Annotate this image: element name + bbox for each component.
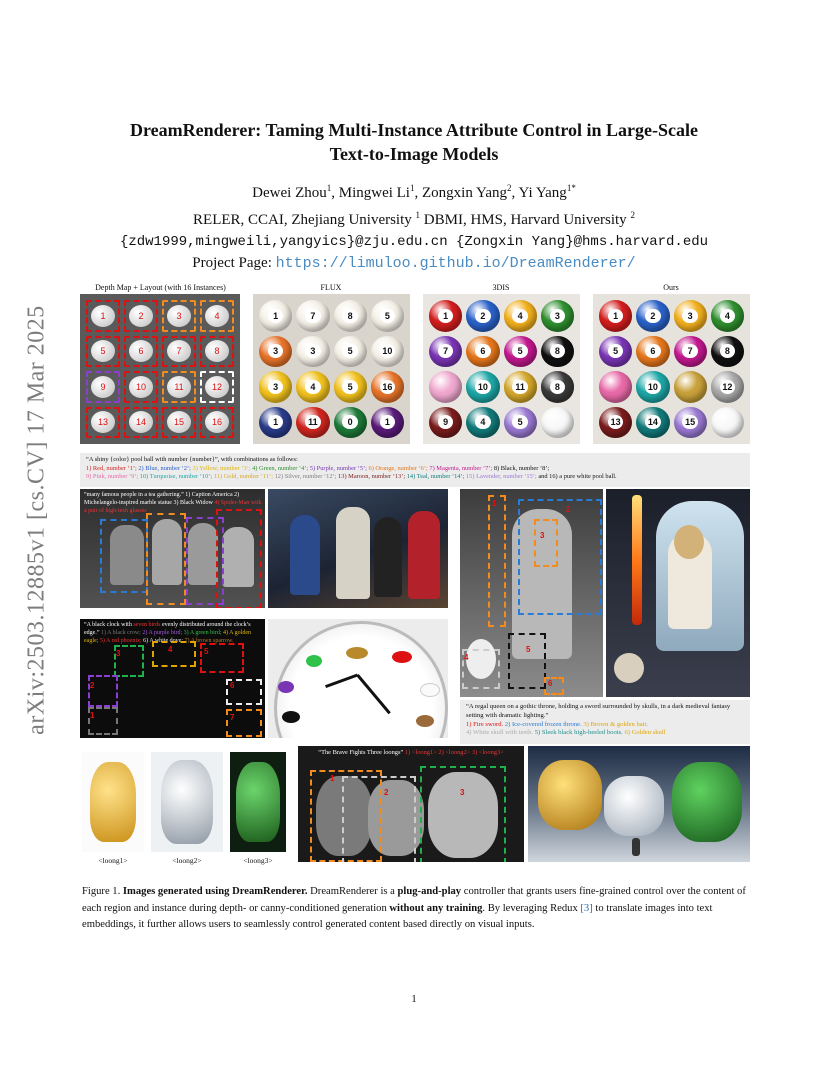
pool-ball bbox=[334, 371, 367, 403]
brown-sparrow bbox=[416, 715, 434, 727]
pool-prompt-text: “A shiny {color} pool ball with number {number}”, with combinations as follows: bbox=[86, 456, 298, 463]
author-affil-sup: 1* bbox=[566, 183, 576, 193]
pool-ball bbox=[541, 300, 574, 332]
region-number: 2 bbox=[566, 505, 571, 514]
pool-ball bbox=[371, 371, 404, 403]
region-number: 2 bbox=[384, 788, 389, 797]
spiderman-figure bbox=[408, 511, 440, 599]
pool-ball bbox=[466, 336, 499, 368]
author-affil-sup: 1 bbox=[409, 183, 415, 193]
region-number: 6 bbox=[548, 679, 553, 688]
affiliation-2: DBMI, HMS, Harvard University bbox=[420, 212, 631, 228]
pool-ball bbox=[674, 300, 707, 332]
silver-dragon bbox=[604, 776, 664, 836]
caption-bold: plug-and-play bbox=[397, 886, 462, 897]
pool-ball bbox=[711, 371, 744, 403]
depth-ball-number: 14 bbox=[129, 411, 153, 433]
depth-layout-cell bbox=[86, 371, 120, 403]
ball-number: 8 bbox=[550, 344, 565, 358]
region-number: 4 bbox=[168, 645, 173, 654]
loong-prompt-text: “The Brave Fights Three loongs” bbox=[318, 749, 404, 756]
pool-ball bbox=[636, 407, 669, 439]
label-depth-layout: Depth Map + Layout (with 16 Instances) bbox=[95, 283, 226, 292]
prompt-combination-item: 10) Turquoise, number ‘10’; bbox=[139, 473, 214, 480]
caption-text: to translate images into text embeddings, it further allows users to seamlessly control generated content based directly on visual inputs. bbox=[82, 902, 713, 930]
region-number: 3 bbox=[540, 531, 545, 540]
queen-item: 4) White skull with teeth. bbox=[466, 729, 534, 737]
skull-pile bbox=[614, 653, 644, 683]
ball-number: 11 bbox=[305, 415, 320, 429]
pool-ball bbox=[334, 336, 367, 368]
ball-number: 6 bbox=[475, 344, 490, 358]
pool-ball bbox=[636, 371, 669, 403]
pool-ball bbox=[504, 300, 537, 332]
queen-item: 6) Golden skull bbox=[622, 729, 666, 737]
prompt-combination-item: 8) Black, number ‘8’; bbox=[493, 464, 550, 472]
ball-number: 16 bbox=[380, 380, 395, 394]
ball-number bbox=[438, 380, 453, 394]
pool-ball bbox=[599, 300, 632, 332]
depth-ball-number: 4 bbox=[205, 305, 229, 327]
prompt-combination-item: 1) Red, number ‘1’; bbox=[86, 464, 139, 472]
ball-number: 3 bbox=[550, 309, 565, 323]
pool-ball bbox=[371, 336, 404, 368]
ours-pool-image bbox=[593, 294, 750, 444]
depth-ball-number: 6 bbox=[129, 340, 153, 362]
caption-bold: Images generated using DreamRenderer. bbox=[122, 886, 308, 897]
layout-box-throne bbox=[518, 499, 602, 615]
black-widow-figure bbox=[374, 517, 402, 597]
ball-number: 12 bbox=[720, 380, 735, 394]
author-affil-sup: 2 bbox=[507, 183, 512, 193]
layout-box-boots bbox=[508, 633, 546, 689]
pool-ball bbox=[599, 407, 632, 439]
purple-bird bbox=[278, 681, 294, 693]
ball-number: 9 bbox=[438, 415, 453, 429]
layout-box-bird bbox=[88, 675, 118, 707]
flux-pool-image bbox=[253, 294, 410, 444]
pool-ball bbox=[674, 336, 707, 368]
affiliation-1: RELER, CCAI, Zhejiang University bbox=[193, 212, 416, 228]
ball-number bbox=[608, 380, 623, 394]
ball-number: 13 bbox=[608, 415, 623, 429]
party-generated-image bbox=[268, 489, 448, 608]
prompt-combination-item: 5) Purple, number ‘5’; bbox=[309, 464, 369, 472]
caption-text: DreamRenderer is a bbox=[307, 886, 398, 897]
author-name: Dewei Zhou bbox=[252, 185, 327, 201]
layout-box-hair bbox=[534, 519, 558, 567]
caption-text: controller that grants users fine-grained control over the content of each region and instance during depth- or canny-conditioned generation bbox=[82, 886, 746, 914]
layout-box-loong3 bbox=[420, 766, 506, 862]
golden-dragon bbox=[538, 760, 602, 830]
clock-item: 1) A black crow; bbox=[99, 630, 141, 636]
label-3dis: 3DIS bbox=[492, 283, 510, 292]
ball-number: 5 bbox=[608, 344, 623, 358]
pool-ball bbox=[541, 407, 574, 439]
depth-layout-cell bbox=[162, 371, 196, 403]
party-prompt-item4: 4) Spider-Man with a pair of high-tech glasses bbox=[84, 500, 262, 514]
depth-layout-cell bbox=[86, 407, 120, 439]
pool-ball bbox=[296, 407, 329, 439]
green-bird bbox=[306, 655, 322, 667]
pool-ball bbox=[466, 371, 499, 403]
depth-ball-number: 7 bbox=[167, 340, 191, 362]
clock-generated-image bbox=[268, 619, 448, 738]
depth-layout-cell bbox=[124, 371, 158, 403]
loong-prompt bbox=[302, 749, 520, 756]
pool-ball bbox=[599, 336, 632, 368]
ball-number: 3 bbox=[268, 344, 283, 358]
green-dragon bbox=[236, 762, 280, 842]
region-number: 2 bbox=[90, 681, 95, 690]
prompt-combination-item: and 16) a pure white pool ball. bbox=[538, 473, 617, 480]
prompt-combination-item: 6) Orange, number ‘6’; bbox=[368, 464, 430, 472]
clock-item: 4) A golden eagle; bbox=[84, 630, 251, 644]
depth-layout-cell bbox=[86, 300, 120, 332]
ball-number: 10 bbox=[475, 380, 490, 394]
pool-prompt-items-line3 bbox=[86, 473, 744, 482]
ball-number: 4 bbox=[720, 309, 735, 323]
depth-ball-number: 2 bbox=[129, 305, 153, 327]
page-number: 1 bbox=[411, 993, 417, 1005]
ball-number: 7 bbox=[305, 309, 320, 323]
author-name: Zongxin Yang bbox=[421, 185, 507, 201]
white-dove bbox=[420, 683, 440, 697]
depth-ball-number: 1 bbox=[91, 305, 115, 327]
project-page bbox=[0, 255, 828, 272]
queen-prompt-items bbox=[466, 721, 744, 730]
depth-ball-number: 8 bbox=[205, 340, 229, 362]
pool-ball bbox=[296, 300, 329, 332]
region-number: 4 bbox=[464, 653, 469, 662]
queen-prompt-box bbox=[460, 700, 750, 744]
depth-layout-cell bbox=[200, 300, 234, 332]
ball-number: 1 bbox=[268, 415, 283, 429]
depth-ball-number: 9 bbox=[91, 376, 115, 398]
clock-item: 6) A white dove; bbox=[141, 638, 183, 644]
queen-prompt-items bbox=[466, 729, 744, 738]
project-url-link[interactable]: https://limuloo.github.io/DreamRenderer/ bbox=[275, 255, 636, 272]
captain-america-figure bbox=[290, 515, 320, 595]
clock-item: 2) A purple bird; bbox=[140, 630, 183, 636]
author-list: Dewei Zhou$^1$, Mingwei Li$^1$, Zongxin Yang$^2$, Yi Yang$^{1*}$ bbox=[252, 183, 576, 201]
golden-hair bbox=[674, 525, 704, 559]
layout-box-orange bbox=[146, 513, 186, 605]
pool-ball bbox=[259, 407, 292, 439]
loong-generated-image bbox=[528, 746, 750, 862]
ball-number: 1 bbox=[438, 309, 453, 323]
depth-layout-cell bbox=[124, 300, 158, 332]
label-ours: Ours bbox=[663, 283, 679, 292]
ball-number: 1 bbox=[268, 309, 283, 323]
depth-layout-cell bbox=[162, 300, 196, 332]
ball-number: 15 bbox=[682, 415, 697, 429]
silver-dragon bbox=[161, 760, 213, 844]
pool-ball bbox=[711, 407, 744, 439]
layout-box-red bbox=[216, 509, 262, 608]
pool-ball bbox=[504, 336, 537, 368]
loong3-image bbox=[230, 752, 286, 852]
ball-number: 5 bbox=[512, 415, 527, 429]
ball-number: 4 bbox=[475, 415, 490, 429]
depth-ball-number: 10 bbox=[129, 376, 153, 398]
pool-ball bbox=[429, 407, 462, 439]
depth-layout-cell bbox=[162, 336, 196, 368]
pool-ball bbox=[541, 336, 574, 368]
author-name: Yi Yang bbox=[518, 185, 567, 201]
clock-prompt-text: “A black clock with bbox=[84, 622, 134, 628]
red-phoenix bbox=[392, 651, 412, 663]
party-prompt-items: 1) Caption America 2) Michelangelo-inspired marble statue 3) Black bbox=[84, 492, 240, 506]
author-name: Mingwei Li bbox=[338, 185, 410, 201]
pool-prompt-items-line2 bbox=[86, 465, 744, 474]
ball-number: 1 bbox=[608, 309, 623, 323]
pool-ball bbox=[674, 371, 707, 403]
queen-item: 1) Fire sword. bbox=[466, 720, 504, 728]
depth-layout-cell bbox=[124, 336, 158, 368]
ball-number: 6 bbox=[645, 344, 660, 358]
ball-number: 8 bbox=[342, 309, 357, 323]
depth-layout-cell bbox=[86, 336, 120, 368]
layout-box-sword bbox=[488, 495, 506, 627]
loong-prompt-items: 1) <loong1> 2) <loong2> 3) <loong3> bbox=[404, 749, 504, 756]
queen-generated-image bbox=[606, 489, 750, 697]
author-affil-sup: 1 bbox=[326, 183, 332, 193]
pool-ball bbox=[504, 371, 537, 403]
ball-number: 10 bbox=[645, 380, 660, 394]
region-number: 7 bbox=[230, 713, 235, 722]
ball-number: 11 bbox=[512, 380, 527, 394]
pool-ball bbox=[429, 336, 462, 368]
ball-number: 14 bbox=[645, 415, 660, 429]
pool-ball bbox=[296, 336, 329, 368]
prompt-combination-item: 2) Blue, number ‘2’; bbox=[138, 464, 193, 472]
depth-layout-cell bbox=[200, 407, 234, 439]
party-prompt-items-cont: Widow bbox=[195, 500, 215, 506]
pool-ball bbox=[259, 371, 292, 403]
affil-sup: 2 bbox=[630, 210, 635, 220]
caption-text: . By leveraging Redux bbox=[482, 902, 581, 914]
ball-number bbox=[550, 415, 565, 429]
depth-layout-cell bbox=[200, 336, 234, 368]
queen-item: 2) Ice-covered frozen throne. bbox=[503, 720, 582, 728]
loong2-label: <loong2> bbox=[172, 856, 202, 865]
queen-item: 5) Sleek black high-heeled boots. bbox=[533, 729, 623, 737]
depth-layout-cell bbox=[124, 407, 158, 439]
ball-number: 0 bbox=[342, 415, 357, 429]
depth-ball-number: 13 bbox=[91, 411, 115, 433]
ball-number: 2 bbox=[645, 309, 660, 323]
pool-ball bbox=[296, 371, 329, 403]
ball-number: 3 bbox=[682, 309, 697, 323]
marble-statue-figure bbox=[336, 507, 370, 599]
depth-ball-number: 11 bbox=[167, 376, 191, 398]
paper-title bbox=[0, 118, 828, 166]
queen-item: 3) Brown & golden hair. bbox=[581, 720, 649, 728]
region-number: 1 bbox=[330, 774, 335, 783]
pool-ball bbox=[259, 300, 292, 332]
depth-ball-number: 16 bbox=[205, 411, 229, 433]
pool-ball bbox=[711, 336, 744, 368]
pool-ball bbox=[429, 371, 462, 403]
pool-ball bbox=[599, 371, 632, 403]
clock-prompt-highlight: seven birds bbox=[133, 622, 161, 628]
arxiv-sidebar-stamp bbox=[22, 280, 52, 760]
depth-layout-image bbox=[80, 294, 240, 444]
brave-warrior bbox=[632, 838, 640, 856]
queen-depth-image bbox=[460, 489, 603, 697]
pool-ball bbox=[371, 407, 404, 439]
layout-box-bird bbox=[152, 641, 196, 667]
depth-ball-number: 15 bbox=[167, 411, 191, 433]
depth-ball-number: 5 bbox=[91, 340, 115, 362]
project-label: Project Page: bbox=[192, 255, 276, 271]
loong1-image bbox=[82, 752, 144, 852]
fire-sword bbox=[632, 495, 642, 625]
layout-box-blue bbox=[100, 519, 148, 593]
prompt-combination-item: 9) Pink, number ‘9’; bbox=[86, 473, 140, 480]
ball-number: 4 bbox=[512, 309, 527, 323]
ball-number: 1 bbox=[380, 415, 395, 429]
ball-number: 7 bbox=[438, 344, 453, 358]
layout-box-golden-skull bbox=[544, 677, 564, 695]
pool-ball bbox=[504, 407, 537, 439]
prompt-combination-item: 12) Silver, number ‘12’; bbox=[274, 473, 339, 480]
ball-number: 5 bbox=[342, 344, 357, 358]
ball-number: 3 bbox=[268, 380, 283, 394]
depth-ball-number: 3 bbox=[167, 305, 191, 327]
layout-box-loong2 bbox=[342, 776, 416, 862]
affiliations bbox=[0, 210, 828, 229]
threedis-pool-image bbox=[423, 294, 580, 444]
prompt-combination-item: 13) Maroon, number ‘13’; bbox=[338, 473, 407, 480]
caption-prefix: Figure 1. bbox=[82, 886, 123, 897]
pool-ball bbox=[259, 336, 292, 368]
region-number: 3 bbox=[460, 788, 465, 797]
clock-item: 3) A green bird; bbox=[182, 630, 222, 636]
loong1-label: <loong1> bbox=[98, 856, 128, 865]
caption-bold: without any training bbox=[389, 902, 483, 914]
queen-prompt-text: “A regal queen on a gothic throne, holding a sword surrounded by skulls, in a dark medieval fantasy setting with dramatic lighting.” bbox=[466, 703, 731, 719]
loong3-label: <loong3> bbox=[243, 856, 273, 865]
region-number: 5 bbox=[204, 647, 209, 656]
clock-prompt-text: evenly distributed around the clock’s edge.” bbox=[84, 622, 251, 636]
ball-number: 8 bbox=[720, 344, 735, 358]
region-number: 1 bbox=[492, 499, 497, 508]
golden-eagle bbox=[346, 647, 368, 659]
pool-ball bbox=[429, 300, 462, 332]
pool-ball bbox=[466, 300, 499, 332]
ball-number bbox=[682, 380, 697, 394]
ball-number: 4 bbox=[305, 380, 320, 394]
pool-ball bbox=[541, 371, 574, 403]
region-number: 5 bbox=[526, 645, 531, 654]
prompt-combination-item: 11) Gold, number ‘11’; bbox=[213, 473, 275, 480]
affil-sup: 1 bbox=[415, 210, 421, 220]
loong2-image bbox=[151, 752, 223, 852]
ball-number: 10 bbox=[380, 344, 395, 358]
prompt-combination-item: 4) Green, number ‘4’; bbox=[252, 464, 310, 472]
pool-ball bbox=[334, 300, 367, 332]
party-prompt-text: “many famous people in a tea gathering.” bbox=[84, 492, 184, 498]
prompt-combination-item: 15) Lavender, number ‘15’; bbox=[465, 473, 539, 480]
prompt-combination-item: 7) Magenta, number ‘7’; bbox=[429, 464, 494, 472]
depth-ball-number: 12 bbox=[205, 376, 229, 398]
ball-number: 5 bbox=[512, 344, 527, 358]
clock-canny-image bbox=[80, 619, 265, 738]
author-emails: {zdw1999,mingweili,yangyics}@zju.edu.cn {Zongxin Yang}@hms.harvard.edu bbox=[119, 234, 709, 250]
depth-layout-cell bbox=[200, 371, 234, 403]
loong-depth-image bbox=[298, 746, 524, 862]
arxiv-id[interactable]: arXiv:2503.12885v1 [cs.CV] 17 Mar 2025 bbox=[23, 305, 50, 735]
clock-item: 7) A brown sparrow. bbox=[183, 638, 234, 644]
pool-ball bbox=[334, 407, 367, 439]
pool-ball bbox=[674, 407, 707, 439]
ball-number: 3 bbox=[305, 344, 320, 358]
pool-prompt-box bbox=[80, 453, 750, 487]
pool-ball bbox=[371, 300, 404, 332]
green-dragon bbox=[672, 762, 742, 842]
region-number: 6 bbox=[230, 681, 235, 690]
figure-caption bbox=[82, 884, 748, 934]
ball-number: 2 bbox=[475, 309, 490, 323]
black-crow bbox=[282, 711, 300, 723]
ball-number bbox=[720, 415, 735, 429]
title-line-1: DreamRenderer: Taming Multi-Instance Attribute Control in Large-Scale bbox=[130, 120, 698, 140]
ball-number: 7 bbox=[682, 344, 697, 358]
pool-ball bbox=[711, 300, 744, 332]
depth-layout-cell bbox=[162, 407, 196, 439]
golden-dragon bbox=[90, 762, 136, 842]
title-line-2: Text-to-Image Models bbox=[329, 144, 499, 164]
party-depth-image bbox=[80, 489, 265, 608]
pool-ball bbox=[636, 300, 669, 332]
prompt-combination-item: 3) Yellow, number ‘3’; bbox=[192, 464, 253, 472]
label-flux: FLUX bbox=[320, 283, 342, 292]
ball-number: 5 bbox=[342, 380, 357, 394]
ball-number: 8 bbox=[550, 380, 565, 394]
prompt-combination-item: 14) Teal, number ‘14’; bbox=[406, 473, 466, 480]
region-number: 3 bbox=[116, 649, 121, 658]
pool-ball bbox=[466, 407, 499, 439]
citation-link[interactable]: [3] bbox=[580, 902, 593, 914]
clock-item: 5) A red phoenix; bbox=[98, 638, 142, 644]
region-number: 1 bbox=[90, 711, 95, 720]
ball-number: 5 bbox=[380, 309, 395, 323]
pool-ball bbox=[636, 336, 669, 368]
